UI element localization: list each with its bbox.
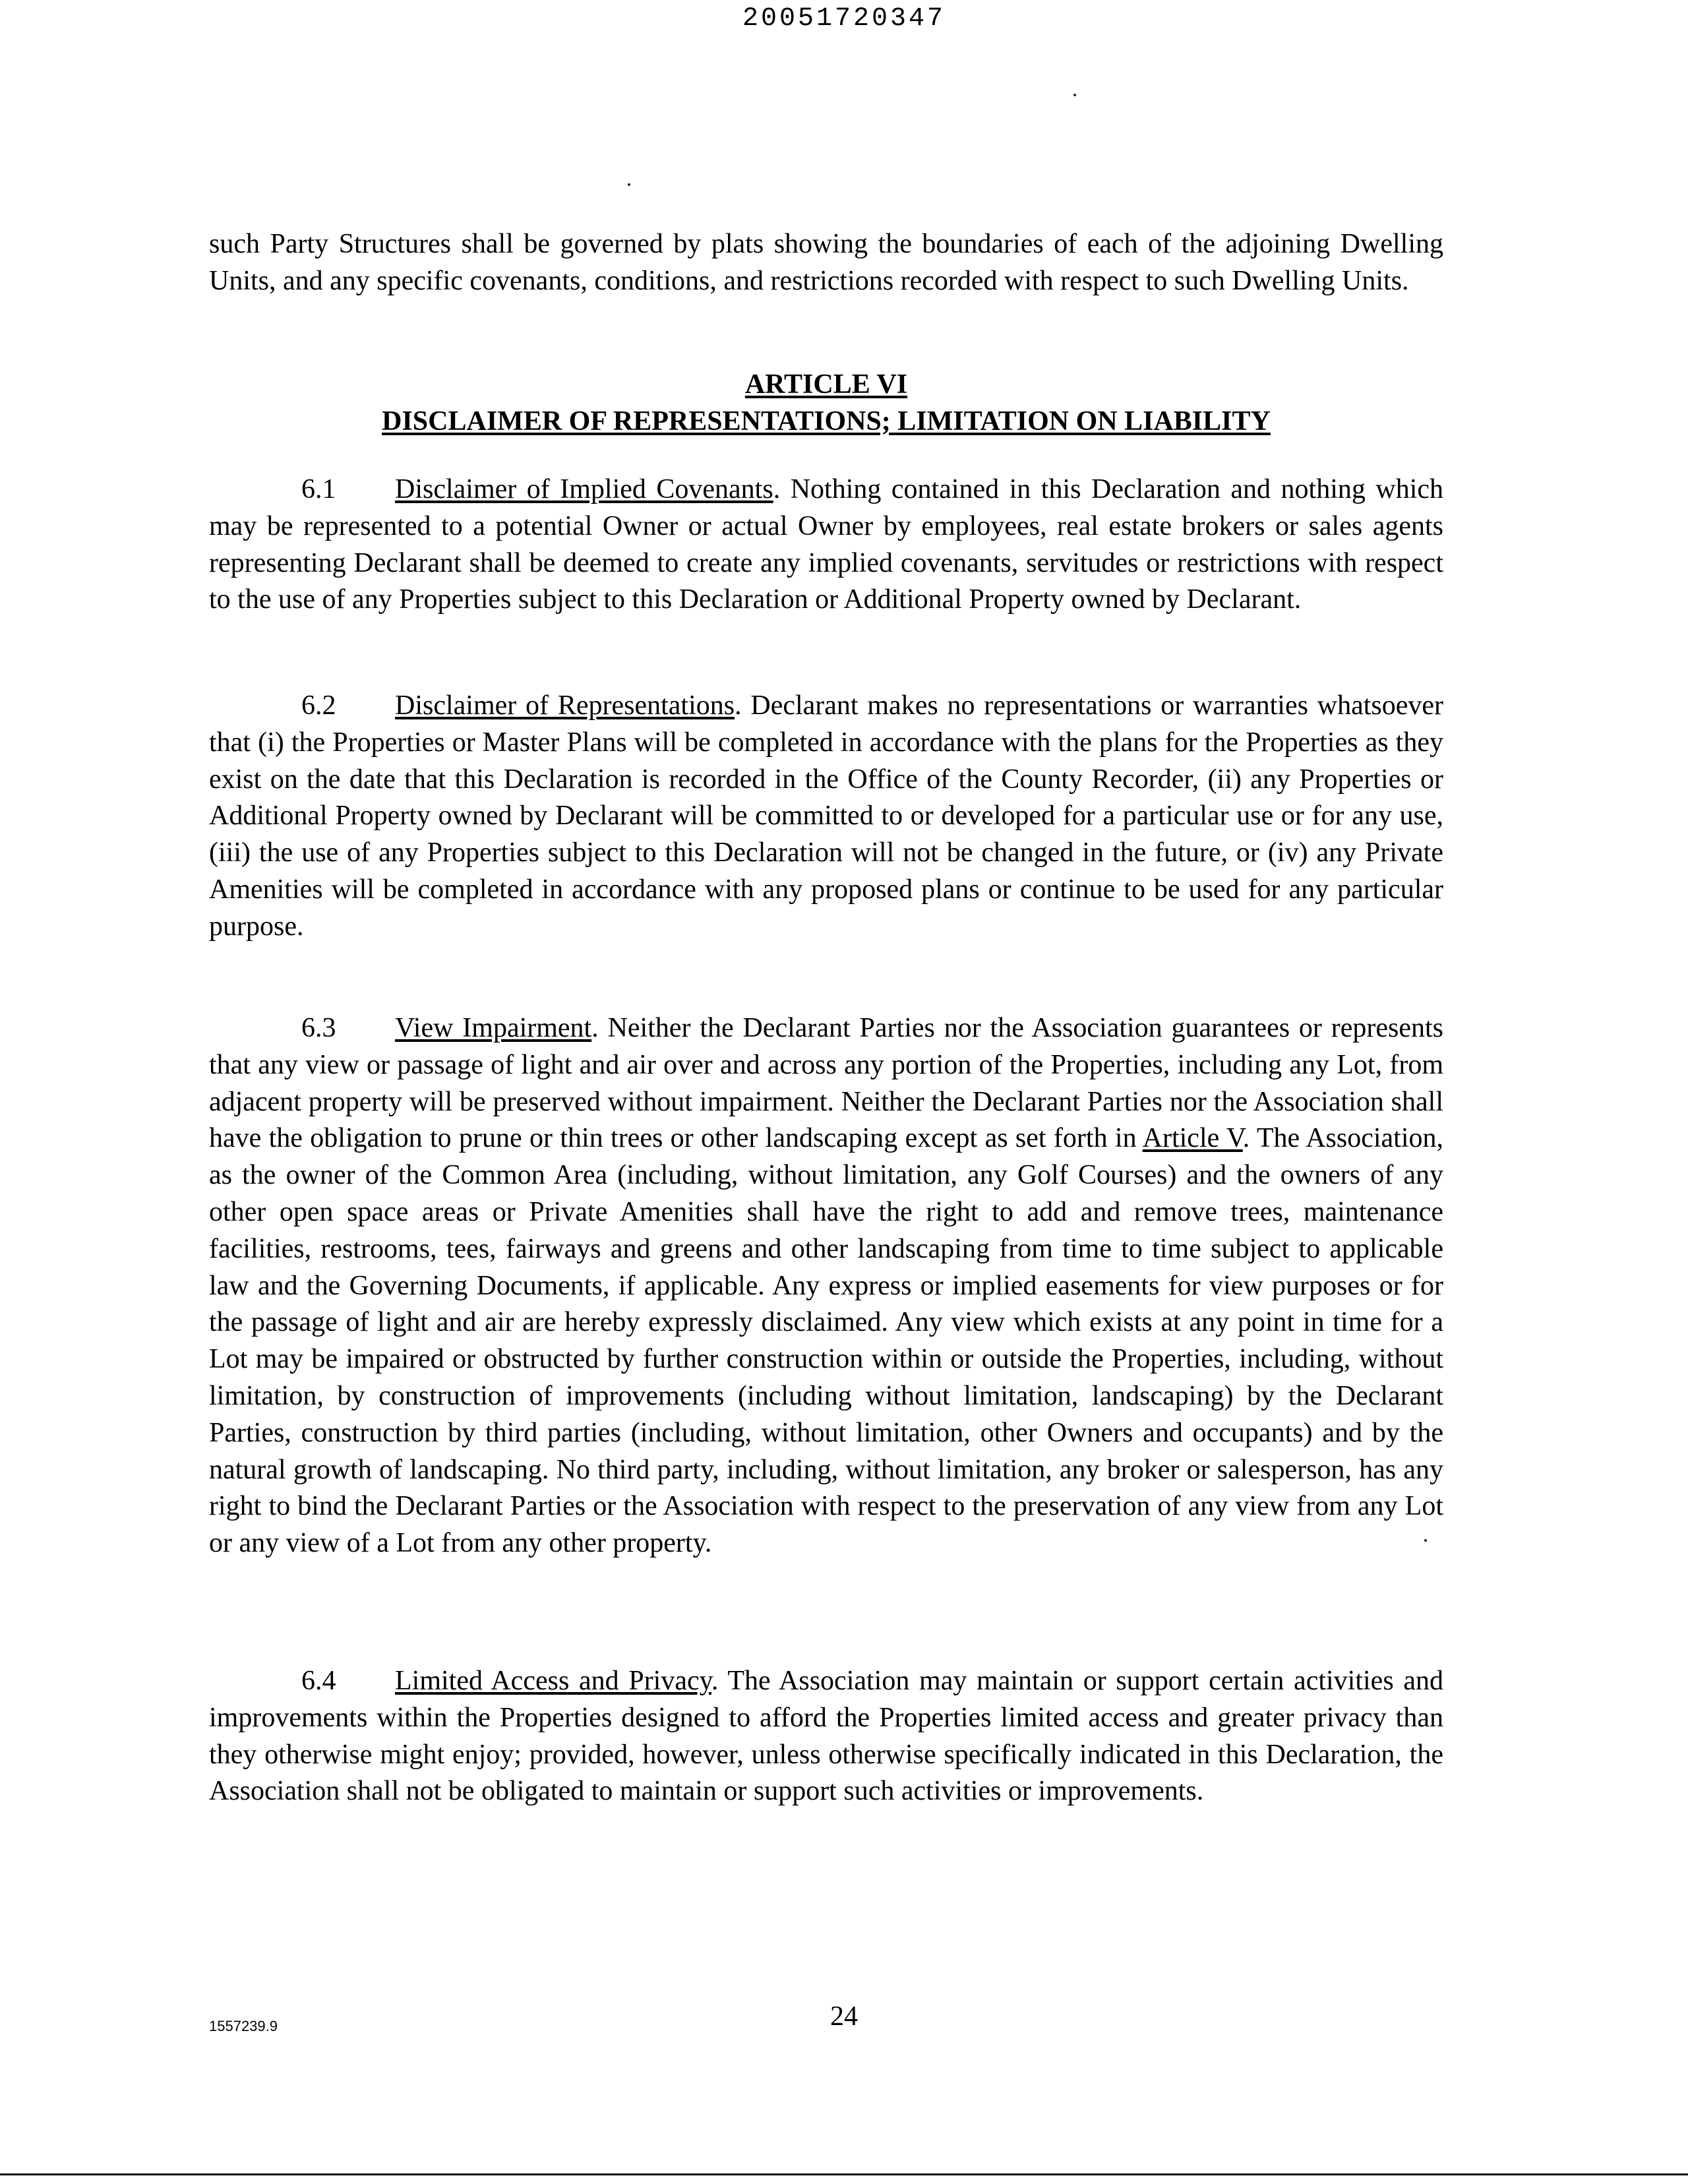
section-6-3 xyxy=(209,1010,1443,1562)
article-heading xyxy=(209,366,1443,440)
section-number: 6.4 xyxy=(301,1666,336,1696)
section-text: . Neither the Declarant Parties nor the Association guarantees or represents that any view or passage of light and air over and across any portion of the Properties, including any Lot, from adjacent property will be preserved without impairment. Neither the Declarant Parties nor the Association shall have the obligation to prune or thin trees or other landscaping except as set forth in xyxy=(209,1013,1443,1154)
page-number: 24 xyxy=(830,2001,858,2032)
scan-speck xyxy=(1073,94,1076,96)
section-heading: View Impairment xyxy=(395,1013,592,1043)
section-6-1 xyxy=(209,471,1443,619)
section-text: . Nothing contained in this Declaration and nothing which may be represented to a potential Owner or actual Owner by employees, real estate brokers or sales agents representing Declarant shall be deemed to create any implied covenants, servitudes or restrictions with respect to the use of any Properties subject to this Declaration or Additional Property owned by Declarant. xyxy=(209,474,1443,615)
section-heading: Disclaimer of Representations xyxy=(395,690,735,721)
section-6-2 xyxy=(209,688,1443,946)
section-heading: Limited Access and Privacy xyxy=(395,1666,711,1696)
section-number: 6.1 xyxy=(301,474,336,504)
scan-speck xyxy=(628,183,630,186)
section-text: . Declarant makes no representations or warranties whatsoever that (i) the Properties or Master Plans will be completed in accordance with the plans for the Properties as they exist on the date that this Declaration is recorded in the Office of the County Recorder, (ii) any Properties or Additional Property owned by Declarant will be committed to or developed for a particular use or for any use, (iii) the use of any Properties subject to this Declaration will not be changed in the future, or (iv) any Private Amenities will be completed in accordance with any proposed plans or continue to be used for any particular purpose. xyxy=(209,690,1443,942)
article-number: ARTICLE VI xyxy=(744,369,908,400)
section-number: 6.3 xyxy=(301,1013,336,1043)
scan-edge-line xyxy=(0,2173,1688,2175)
article-reference: Article V xyxy=(1142,1123,1243,1154)
section-6-4 xyxy=(209,1663,1443,1810)
section-text-continued: . The Association, as the owner of the Common Area (including, without limitation, any Golf Courses) and the owners of any other open space areas or Private Amenities shall have the right to add and remove trees, maintenance facilities, restrooms, tees, fairways and greens and other landscaping from time to time subject to applicable law and the Governing Documents, if applicable. Any express or implied easements for view purposes or for the passage of light and air are hereby expressly disclaimed. Any view which exists at any point in time for a Lot may be impaired or obstructed by further construction within or outside the Properties, including, without limitation, by construction of improvements (including without limitation, landscaping) by the Declarant Parties, construction by third parties (including, without limitation, other Owners and occupants) and by the natural growth of landscaping. No third party, including, without limitation, any broker or salesperson, has any right to bind the Declarant Parties or the Association with respect to the preservation of any view from any Lot or any view of a Lot from any other property. xyxy=(209,1123,1444,1559)
document-recording-number: 20051720347 xyxy=(742,4,946,34)
section-number: 6.2 xyxy=(301,690,336,721)
article-title: DISCLAIMER OF REPRESENTATIONS; LIMITATION ON LIABILITY xyxy=(382,406,1271,437)
section-text: . The Association may maintain or support certain activities and improvements within the Properties designed to afford the Properties limited access and greater privacy than they otherwise might enjoy; provided, however, unless otherwise specifically indicated in this Declaration, the Association shall not be obligated to maintain or support such activities or improvements. xyxy=(209,1666,1444,1807)
continued-paragraph: such Party Structures shall be governed by plats showing the boundaries of each of the adjoining Dwelling Units, and any specific covenants, conditions, and restrictions recorded with respect to such Dwelling Units. xyxy=(209,229,1443,296)
footer-document-code: 1557239.9 xyxy=(209,2018,278,2034)
section-heading: Disclaimer of Implied Covenants xyxy=(395,474,773,504)
